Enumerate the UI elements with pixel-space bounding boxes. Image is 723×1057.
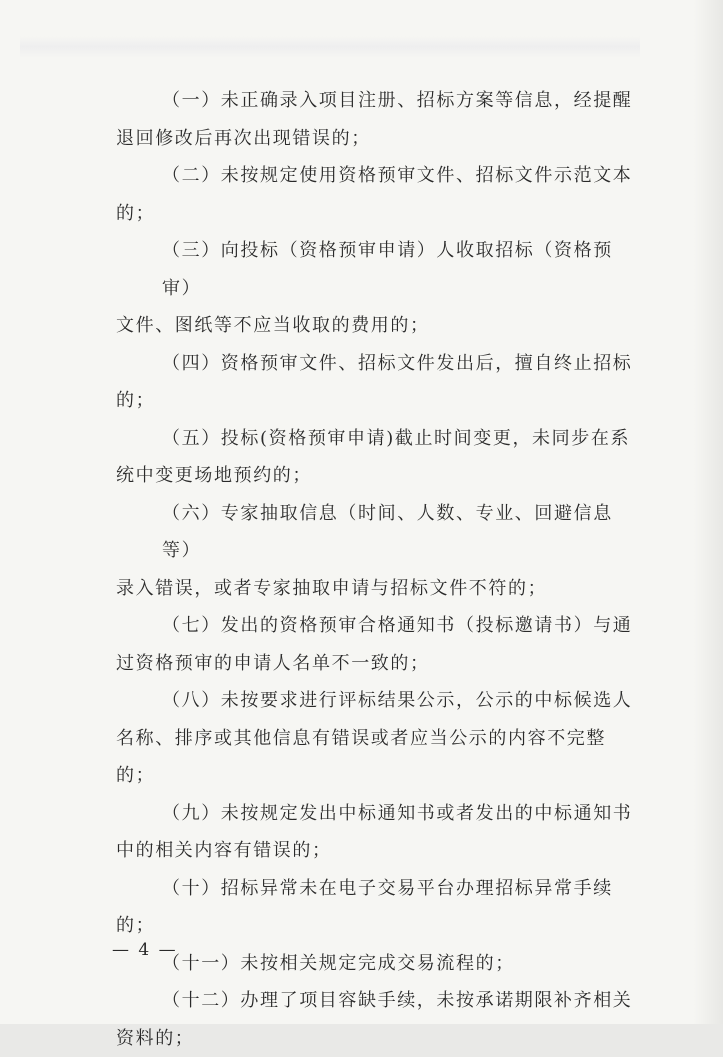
paragraph-7	[116, 607, 636, 682]
paragraph-line: （六）专家抽取信息（时间、人数、专业、回避信息等）	[162, 502, 613, 561]
paragraph-line: （九）未按规定发出中标通知书或者发出的中标通知书	[162, 802, 633, 824]
paragraph-8	[116, 682, 636, 795]
document-body	[116, 82, 636, 1057]
paragraph-10	[116, 870, 636, 945]
paragraph-9	[116, 795, 636, 870]
paragraph-2	[116, 157, 636, 232]
paragraph-continuation: 的；	[116, 915, 156, 936]
paragraph-continuation: 的；	[116, 202, 156, 224]
paragraph-continuation: 退回修改后再次出现错误的；	[116, 127, 371, 149]
scan-artifact	[20, 36, 640, 58]
paragraph-3	[116, 232, 636, 345]
paragraph-continuation: 录入错误，或者专家抽取申请与招标文件不符的；	[116, 577, 548, 599]
paragraph-continuation: 文件、图纸等不应当收取的费用的；	[116, 315, 430, 336]
paragraph-line: （五）投标(资格预审申请)截止时间变更，未同步在系	[162, 427, 631, 449]
paragraph-line: （三）向投标（资格预审申请）人收取招标（资格预审）	[162, 240, 613, 299]
paragraph-continuation: 过资格预审的申请人名单不一致的；	[116, 652, 430, 674]
paragraph-continuation: 统中变更场地预约的；	[116, 465, 312, 486]
paragraph-11	[116, 945, 636, 983]
paragraph-continuation: 中的相关内容有错误的；	[116, 840, 332, 861]
paragraph-line: （四）资格预审文件、招标文件发出后，擅自终止招标	[162, 352, 633, 374]
page-edge-shadow	[693, 0, 723, 1024]
paragraph-line: （十）招标异常未在电子交易平台办理招标异常手续	[162, 877, 613, 899]
paragraph-6	[116, 495, 636, 608]
paragraph-4	[116, 345, 636, 420]
paragraph-5	[116, 420, 636, 495]
paragraph-1	[116, 82, 636, 157]
page-number: — 4 —	[112, 940, 178, 960]
paragraph-line: （二）未按规定使用资格预审文件、招标文件示范文本	[162, 165, 633, 186]
paragraph-12	[116, 982, 636, 1057]
paragraph-line: （一）未正确录入项目注册、招标方案等信息，经提醒	[162, 90, 633, 111]
paragraph-line: （七）发出的资格预审合格通知书（投标邀请书）与通	[162, 615, 633, 636]
paragraph-continuation: 名称、排序或其他信息有错误或者应当公示的内容不完整的；	[116, 727, 606, 786]
paragraph-line: （十二）办理了项目容缺手续，未按承诺期限补齐相关	[162, 990, 633, 1011]
paragraph-continuation: 资料的；	[116, 1027, 195, 1049]
paragraph-line: （八）未按要求进行评标结果公示，公示的中标候选人	[162, 690, 633, 711]
paragraph-continuation: 的；	[116, 390, 156, 411]
paragraph-line: （十一）未按相关规定完成交易流程的；	[162, 952, 515, 974]
